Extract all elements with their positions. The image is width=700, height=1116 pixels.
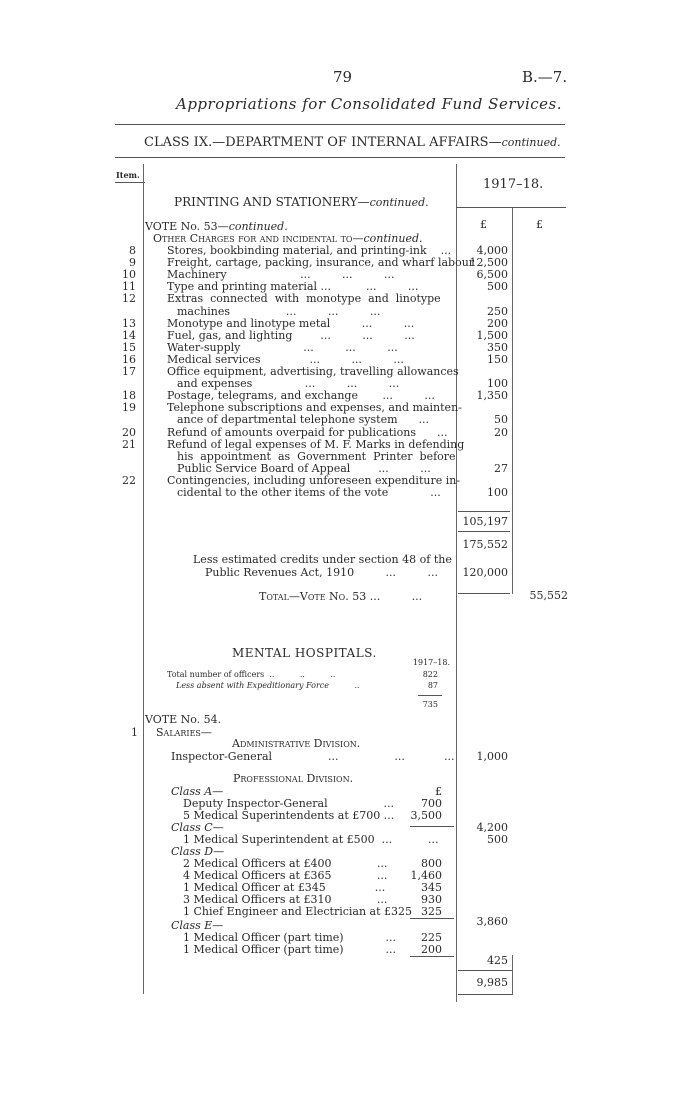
vote-53-line xyxy=(145,221,288,232)
other-charges-text: Other Charges for and incidental to— xyxy=(153,232,364,245)
officers-net-value: 735 xyxy=(422,700,438,709)
med-sup-500-dots: ... xyxy=(428,833,439,846)
vote-53-continued: continued. xyxy=(228,220,288,233)
officers-total-label: Total number of officers .. .. .. xyxy=(167,670,336,679)
vote-53-total: 55,552 xyxy=(529,589,568,602)
item-description: machines ... ... ... xyxy=(177,304,381,318)
professional-division: Professional Division. xyxy=(233,772,354,785)
item-description: Office equipment, advertising, travelling allowances xyxy=(167,365,459,378)
item-amount: 6,500 xyxy=(476,268,508,282)
item-amount: 150 xyxy=(487,352,508,366)
item-amount: 250 xyxy=(487,304,508,318)
item-amount: 100 xyxy=(487,377,508,391)
item-amount: 27 xyxy=(494,461,508,475)
item-description: Water-supply ... ... ... xyxy=(167,340,398,354)
deputy-inspector-amount: 700 xyxy=(421,797,442,810)
class-d-total: 3,860 xyxy=(476,915,508,928)
item-amount: 500 xyxy=(487,280,508,294)
item-number: 21 xyxy=(122,437,136,451)
item-description: Refund of legal expenses of M. F. Marks in defending xyxy=(167,437,465,451)
item-description: Telephone subscriptions and expenses, and mainten- xyxy=(167,401,462,415)
printing-subtotal: 105,197 xyxy=(462,515,508,528)
item-column-divider xyxy=(143,164,144,994)
vote-54-line: VOTE No. 54. xyxy=(145,713,222,726)
officers-rule xyxy=(418,695,442,696)
class-e-rule xyxy=(410,956,454,957)
officers-absent-value: 87 xyxy=(427,681,438,690)
class-d-item-label: 4 Medical Officers at £365 ... xyxy=(183,869,388,882)
item-description: Machinery ... ... ... xyxy=(167,268,395,282)
less-credits-line2: Public Revenues Act, 1910 ... ... xyxy=(205,566,438,579)
item-label-rule xyxy=(115,182,145,183)
class-c-total: 500 xyxy=(487,833,508,846)
item-description: Public Service Board of Appeal ... ... xyxy=(177,461,431,475)
class-a-total: 4,200 xyxy=(476,821,508,834)
item-description: Extras connected with monotype and linotype xyxy=(167,292,441,306)
grand-total-rule xyxy=(458,970,512,971)
class-d-item-amount: 1,460 xyxy=(410,869,442,882)
class-d-label: Class D— xyxy=(171,845,225,858)
item-description: Contingencies, including unforeseen expenditure in- xyxy=(167,473,461,487)
administrative-division: Administrative Division. xyxy=(232,737,361,750)
item-description: Stores, bookbinding material, and printing-ink ... xyxy=(167,244,452,257)
class-c-label: Class C— xyxy=(171,821,224,834)
class-d-item-label: 2 Medical Officers at £400 ... xyxy=(183,857,388,870)
class-a-label: Class A— xyxy=(171,785,224,798)
amount-column-mid-divider xyxy=(512,208,513,594)
item-description: Medical services ... ... ... xyxy=(167,352,404,366)
title-rule xyxy=(115,124,565,125)
class-d-item-label: 3 Medical Officers at £310 ... xyxy=(183,893,388,906)
class-d-rule xyxy=(410,918,454,919)
printing-credits: 120,000 xyxy=(462,566,508,579)
class-e-item-amount: 225 xyxy=(421,931,442,944)
class-e-item-label: 1 Medical Officer (part time) ... xyxy=(183,943,397,956)
year-heading: 1917–18. xyxy=(483,177,544,192)
printing-heading xyxy=(174,196,429,208)
item-number: 17 xyxy=(122,365,136,378)
item-column-label: Item. xyxy=(116,170,140,180)
vote-53-text: VOTE No. 53— xyxy=(145,220,229,233)
item-description: Refund of amounts overpaid for publications ... xyxy=(167,425,448,439)
item-number: 19 xyxy=(122,401,136,415)
item-number: 16 xyxy=(122,352,136,366)
class-d-item-amount: 800 xyxy=(421,857,442,870)
class-heading-continued: continued. xyxy=(501,136,561,149)
class-d-item-amount: 345 xyxy=(421,881,442,894)
item-amount: 350 xyxy=(487,340,508,354)
item-amount: 1,350 xyxy=(476,389,508,403)
officers-total-value: 822 xyxy=(422,670,438,679)
mental-grand-total: 9,985 xyxy=(476,976,508,989)
inspector-dots: ... xyxy=(444,750,455,763)
year-rule xyxy=(456,207,566,208)
class-d-item-amount: 325 xyxy=(421,905,442,918)
class-rule xyxy=(115,157,565,158)
item-number: 14 xyxy=(122,328,136,342)
printing-heading-continued: continued. xyxy=(369,196,429,209)
class-e-label: Class E— xyxy=(171,919,224,932)
item-number: 8 xyxy=(129,244,136,257)
item-number: 20 xyxy=(122,425,136,439)
vote-54-item-number: 1 xyxy=(131,726,138,739)
item-amount: 4,000 xyxy=(476,244,508,257)
mental-hospitals-heading: MENTAL HOSPITALS. xyxy=(232,646,377,660)
inspector-general-amount: 1,000 xyxy=(476,750,508,763)
grand-total-rule-bottom xyxy=(458,994,512,995)
class-e-item-label: 1 Medical Officer (part time) ... xyxy=(183,931,397,944)
other-charges-continued: continued. xyxy=(363,232,423,245)
item-number: 15 xyxy=(122,340,136,354)
item-number: 9 xyxy=(129,256,136,270)
item-description: Postage, telegrams, and exchange ... ... xyxy=(167,389,435,403)
pound-sign-sub: £ xyxy=(435,785,442,798)
subtotal-rule-bottom xyxy=(458,531,510,532)
printing-gross: 175,552 xyxy=(462,538,508,551)
item-number: 12 xyxy=(122,292,136,306)
class-e-total: 425 xyxy=(487,954,508,967)
item-number: 22 xyxy=(122,473,136,487)
less-credits-line1: Less estimated credits under section 48 of the xyxy=(193,553,452,566)
item-description: and expenses ... ... ... xyxy=(177,377,400,391)
item-description: cidental to the other items of the vote ... xyxy=(177,486,441,499)
amount-column-mid-divider-lower xyxy=(512,955,513,995)
item-description: his appointment as Government Printer before xyxy=(177,449,456,463)
item-number: 10 xyxy=(122,268,136,282)
pound-sign-col1: £ xyxy=(480,218,487,231)
item-amount: 100 xyxy=(487,486,508,499)
class-d-item-amount: 930 xyxy=(421,893,442,906)
officers-year: 1917–18. xyxy=(412,658,450,667)
deputy-inspector-label: Deputy Inspector-General ... xyxy=(183,797,395,810)
med-sup-700-amount: 3,500 xyxy=(410,809,442,822)
pound-sign-col2: £ xyxy=(536,218,543,231)
subtotal-rule xyxy=(458,511,510,512)
item-number: 11 xyxy=(122,280,136,294)
page-number: 79 xyxy=(333,68,353,86)
item-amount: 1,500 xyxy=(476,328,508,342)
med-sup-500-label: 1 Medical Superintendent at £500 ... xyxy=(183,833,393,846)
salaries-heading: Salaries— xyxy=(156,726,212,739)
officers-absent-label: Less absent with Expeditionary Force .. xyxy=(176,681,360,690)
other-charges-heading xyxy=(153,233,423,244)
item-amount: 200 xyxy=(487,316,508,330)
inspector-general-label: Inspector-General ... ... xyxy=(171,750,405,763)
item-number: 13 xyxy=(122,316,136,330)
credits-rule xyxy=(458,593,510,594)
item-number: 18 xyxy=(122,389,136,403)
class-heading xyxy=(144,136,561,149)
item-amount: 12,500 xyxy=(469,256,508,270)
item-description: Type and printing material ... ... ... xyxy=(167,280,419,294)
printing-heading-text: PRINTING AND STATIONERY— xyxy=(174,195,370,209)
class-heading-text: CLASS IX.—DEPARTMENT OF INTERNAL AFFAIRS— xyxy=(144,135,502,150)
item-description: Monotype and linotype metal ... ... xyxy=(167,316,415,330)
item-amount: 50 xyxy=(494,413,508,427)
document-reference: B.—7. xyxy=(522,68,568,86)
item-description: Fuel, gas, and lighting ... ... ... xyxy=(167,328,415,342)
item-description: Freight, cartage, packing, insurance, and wharf labour xyxy=(167,256,475,270)
class-d-item-label: 1 Medical Officer at £345 ... xyxy=(183,881,386,894)
page-title: Appropriations for Consolidated Fund Services. xyxy=(176,95,563,113)
item-amount: 20 xyxy=(494,425,508,439)
item-description: ance of departmental telephone system ... xyxy=(177,413,429,427)
class-d-item-label: 1 Chief Engineer and Electrician at £325 xyxy=(183,905,413,918)
class-e-item-amount: 200 xyxy=(421,943,442,956)
med-sup-700-label: 5 Medical Superintendents at £700 ... xyxy=(183,809,395,822)
vote-53-total-label: Total—Vote No. 53 ... ... xyxy=(259,590,423,603)
class-a-rule xyxy=(410,826,454,827)
